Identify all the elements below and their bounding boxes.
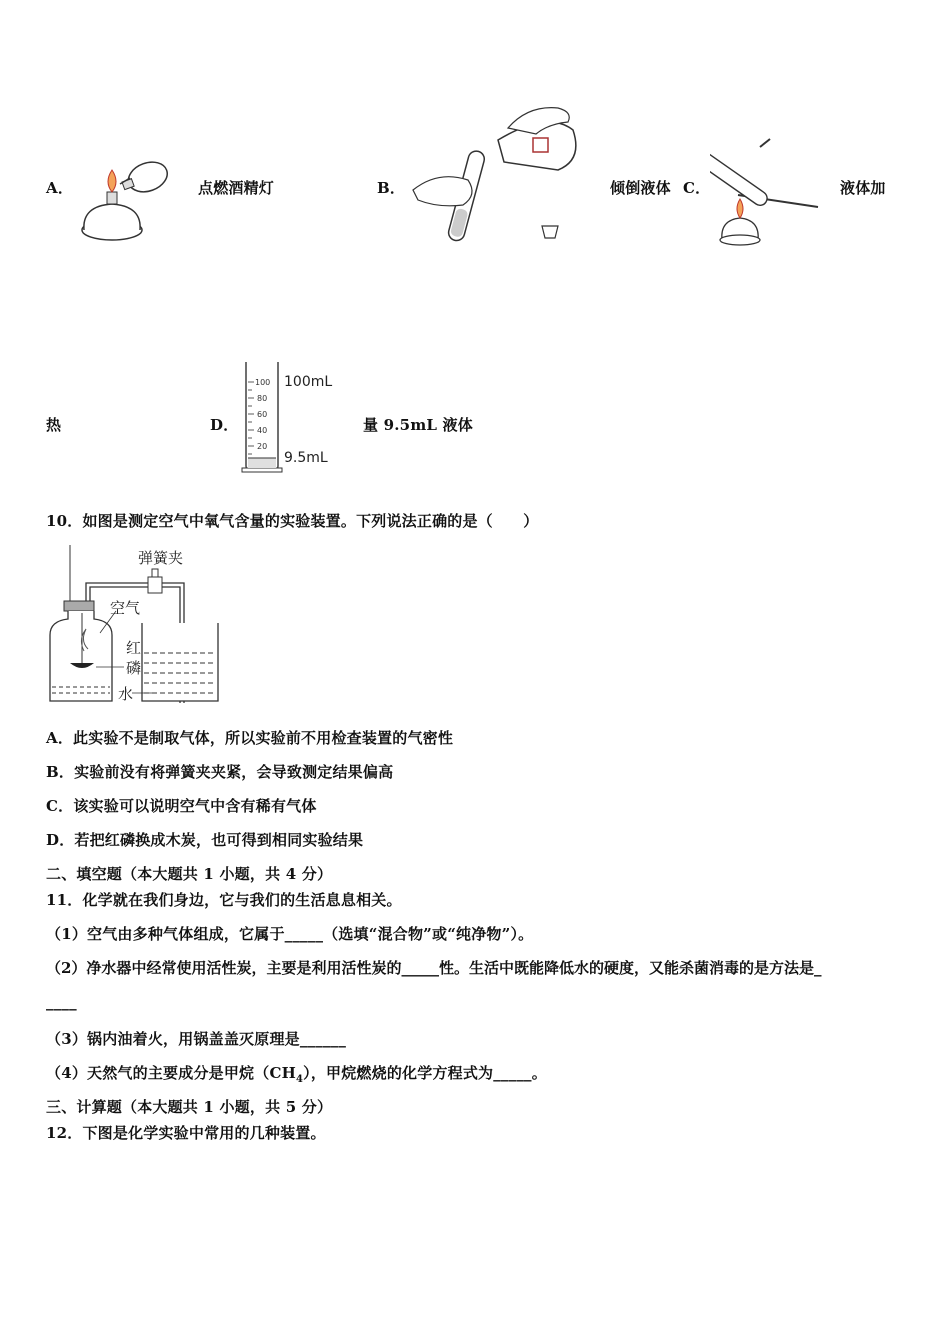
question-10-option-c: C．该实验可以说明空气中含有稀有气体 (46, 797, 317, 815)
option-a-letter: A． (46, 179, 74, 197)
option-d-caption: 量 9.5mL 液体 (363, 416, 473, 434)
section-2-heading: 二、填空题（本大题共 1 小题，共 4 分） (46, 865, 333, 883)
cylinder-capacity-label: 100mL (284, 374, 333, 390)
question-10-stem: 10．如图是测定空气中氧气含量的实验装置。下列说法正确的是（ ） (46, 512, 539, 530)
label-spring-clamp: 弹簧夹 (138, 549, 184, 567)
cylinder-scale-20: 20 (257, 442, 268, 451)
label-phosphorus: 磷 (126, 659, 142, 677)
question-11-part-4-after: ），甲烷燃烧的化学方程式为_____。 (303, 1064, 547, 1082)
label-water: 水 (118, 685, 134, 703)
option-c-caption-part2: 热 (46, 416, 62, 434)
question-11-part-2-line-1: （2）净水器中经常使用活性炭，主要是利用活性炭的_____性。生活中既能降低水的硬度，又能杀菌消毒的是方法是_ (46, 959, 822, 977)
question-11-part-1: （1）空气由多种气体组成，它属于_____（选填“混合物”或“纯净物”）。 (46, 925, 534, 943)
option-c-letter: C． (683, 179, 711, 197)
question-10-option-d: D．若把红磷换成木炭，也可得到相同实验结果 (46, 831, 364, 849)
question-10-option-b: B．实验前没有将弹簧夹夹紧，会导致测定结果偏高 (46, 763, 394, 781)
cylinder-reading-label: 9.5mL (284, 450, 328, 466)
cylinder-scale-80: 80 (257, 394, 268, 403)
question-11-part-2-line-2: ____ (46, 993, 77, 1011)
oxygen-content-apparatus-diagram (44, 543, 234, 708)
option-c-caption-part1: 液体加 (840, 179, 886, 197)
question-11-part-3: （3）锅内油着火，用锅盖盖灭原理是______ (46, 1030, 347, 1048)
liquid-heating-illustration (710, 135, 825, 250)
cylinder-scale-100: 100 (255, 378, 271, 387)
alcohol-lamp-lighting-illustration (70, 148, 175, 248)
question-12-stem: 12．下图是化学实验中常用的几种装置。 (46, 1124, 326, 1142)
question-10-option-a: A．此实验不是制取气体，所以实验前不用检查装置的气密性 (46, 729, 454, 747)
option-b-letter: B． (377, 179, 406, 197)
label-air: 空气 (110, 599, 141, 617)
cylinder-scale-60: 60 (257, 410, 268, 419)
question-11-stem: 11．化学就在我们身边，它与我们的生活息息相关。 (46, 891, 402, 909)
option-a-caption: 点燃酒精灯 (198, 179, 275, 197)
methane-subscript: 4 (295, 1074, 304, 1085)
question-11-part-4-before: （4）天然气的主要成分是甲烷（CH (46, 1064, 296, 1082)
option-b-caption: 倾倒液体 (610, 179, 671, 197)
pouring-liquid-illustration (408, 100, 588, 250)
graduated-cylinder-illustration (238, 354, 348, 478)
label-red: 红 (126, 639, 142, 657)
option-d-letter: D． (210, 416, 239, 434)
cylinder-scale-40: 40 (257, 426, 268, 435)
section-3-heading: 三、计算题（本大题共 1 小题，共 5 分） (46, 1098, 333, 1116)
question-11-part-4 (46, 1062, 547, 1085)
